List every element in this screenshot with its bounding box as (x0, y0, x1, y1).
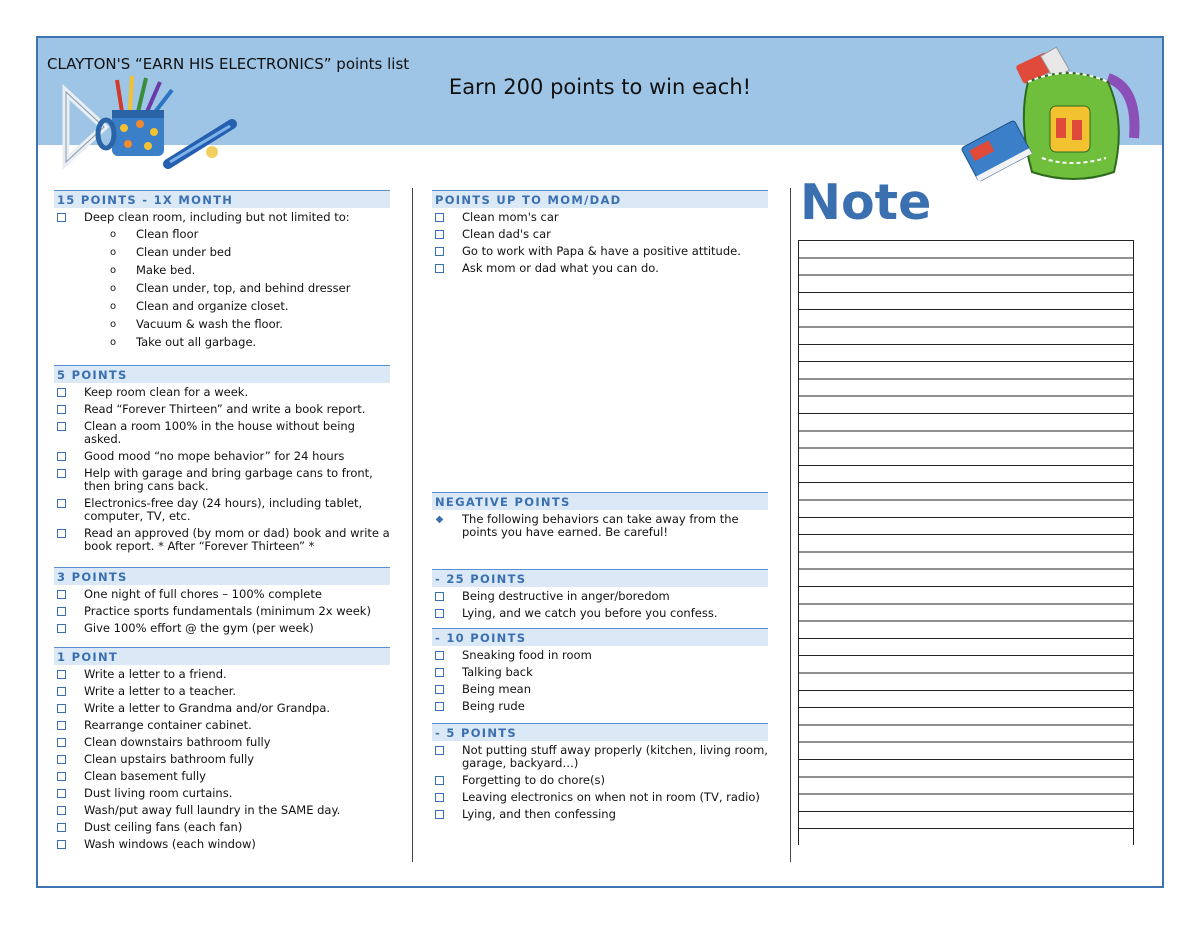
middle-column (432, 190, 768, 279)
checkbox[interactable] (57, 823, 66, 832)
list-item: Not putting stuff away properly (kitchen, living room, garage, backyard…) (432, 744, 768, 770)
checkbox[interactable] (57, 405, 66, 414)
checkbox[interactable] (57, 840, 66, 849)
note-title: Note (800, 174, 932, 231)
checkbox[interactable] (435, 230, 444, 239)
list-item: Write a letter to a teacher. (54, 685, 390, 698)
list-item: Give 100% effort @ the gym (per week) (54, 622, 390, 635)
sub-list-item: o Take out all garbage. (110, 335, 257, 349)
list-item: Wash windows (each window) (54, 838, 390, 851)
backpack-and-book-icon (958, 40, 1158, 182)
checkbox[interactable] (57, 687, 66, 696)
checkbox[interactable] (57, 422, 66, 431)
left-column (54, 190, 390, 855)
list-item: Forgetting to do chore(s) (432, 774, 768, 787)
list-item: Leaving electronics on when not in room (TV, radio) (432, 791, 768, 804)
list-item: Clean downstairs bathroom fully (54, 736, 390, 749)
list-item: Wash/put away full laundry in the SAME day. (54, 804, 390, 817)
list-item: Lying, and then confessing (432, 808, 768, 821)
checkbox[interactable] (57, 721, 66, 730)
checkbox[interactable] (57, 499, 66, 508)
list-item: Help with garage and bring garbage cans to front, then bring cans back. (54, 467, 390, 493)
section-heading-minus-25: - 25 POINTS (432, 569, 768, 587)
list-item: Go to work with Papa & have a positive attitude. (432, 245, 768, 258)
sub-list-item: o Clean under bed (110, 245, 232, 259)
list-item: Talking back (432, 666, 768, 679)
checkbox[interactable] (435, 685, 444, 694)
list-item: Deep clean room, including but not limited to: (54, 211, 390, 224)
section-heading-3-points: 3 POINTS (54, 567, 390, 585)
checkbox[interactable] (57, 755, 66, 764)
list-item: Clean a room 100% in the house without being asked. (54, 420, 390, 446)
checkbox[interactable] (57, 704, 66, 713)
checkbox[interactable] (57, 590, 66, 599)
section-heading-15-points: 15 POINTS - 1X MONTH (54, 190, 390, 208)
list-item: Keep room clean for a week. (54, 386, 390, 399)
column-divider (790, 188, 791, 862)
points-list-page (36, 36, 1164, 888)
checkbox[interactable] (435, 793, 444, 802)
checkbox[interactable] (57, 213, 66, 222)
diamond-bullet-icon: ◆ (435, 514, 444, 525)
list-item: Ask mom or dad what you can do. (432, 262, 768, 275)
checkbox[interactable] (435, 264, 444, 273)
list-item: Being rude (432, 700, 768, 713)
checkbox[interactable] (435, 668, 444, 677)
list-item: Lying, and we catch you before you confess. (432, 607, 768, 620)
section-heading-negative-points: NEGATIVE POINTS (432, 492, 768, 510)
checkbox[interactable] (57, 772, 66, 781)
checkbox[interactable] (435, 651, 444, 660)
header-title: CLAYTON'S “EARN HIS ELECTRONICS” points list (47, 55, 410, 73)
list-item: Being destructive in anger/boredom (432, 590, 768, 603)
list-item: Sneaking food in room (432, 649, 768, 662)
checkbox[interactable] (435, 746, 444, 755)
checkbox[interactable] (435, 609, 444, 618)
negative-points-note: ◆ The following behaviors can take away from the points you have earned. Be careful! (435, 512, 739, 539)
list-item: Practice sports fundamentals (minimum 2x week) (54, 605, 390, 618)
list-item: Dust ceiling fans (each fan) (54, 821, 390, 834)
section-heading-mom-dad: POINTS UP TO MOM/DAD (432, 190, 768, 208)
checkbox[interactable] (435, 247, 444, 256)
checkbox[interactable] (435, 776, 444, 785)
checkbox[interactable] (435, 810, 444, 819)
list-item: Read “Forever Thirteen” and write a book report. (54, 403, 390, 416)
checkbox[interactable] (435, 592, 444, 601)
list-item: Being mean (432, 683, 768, 696)
list-item: Clean dad's car (432, 228, 768, 241)
checkbox[interactable] (57, 789, 66, 798)
checkbox[interactable] (57, 806, 66, 815)
sub-list-item: o Clean and organize closet. (110, 299, 289, 313)
list-item: Write a letter to Grandma and/or Grandpa. (54, 702, 390, 715)
header-subtitle: Earn 200 points to win each! (448, 75, 752, 99)
list-item: One night of full chores – 100% complete (54, 588, 390, 601)
list-item: Write a letter to a friend. (54, 668, 390, 681)
list-item: Clean basement fully (54, 770, 390, 783)
sub-list-item: o Clean under, top, and behind dresser (110, 281, 351, 295)
checkbox[interactable] (57, 452, 66, 461)
negative-points-column (432, 492, 768, 825)
checkbox[interactable] (57, 624, 66, 633)
list-item: Rearrange container cabinet. (54, 719, 390, 732)
header-banner (38, 38, 1162, 145)
section-heading-minus-10: - 10 POINTS (432, 628, 768, 646)
sub-list-item: o Clean floor (110, 227, 199, 241)
checkbox[interactable] (57, 529, 66, 538)
checkbox[interactable] (57, 388, 66, 397)
checkbox[interactable] (57, 670, 66, 679)
sub-list-item: o Make bed. (110, 263, 196, 277)
list-item: Read an approved (by mom or dad) book and write a book report. * After “Forever Thirteen” * (54, 527, 390, 553)
note-lined-area[interactable] (798, 240, 1134, 845)
checkbox[interactable] (435, 702, 444, 711)
list-item: Electronics-free day (24 hours), including tablet, computer, TV, etc. (54, 497, 390, 523)
section-heading-minus-5: - 5 POINTS (432, 723, 768, 741)
list-item: Good mood “no mope behavior” for 24 hours (54, 450, 390, 463)
section-heading-1-point: 1 POINT (54, 647, 390, 665)
column-divider (412, 188, 413, 862)
list-item: Clean mom's car (432, 211, 768, 224)
section-heading-5-points: 5 POINTS (54, 365, 390, 383)
list-item: Dust living room curtains. (54, 787, 390, 800)
checkbox[interactable] (57, 469, 66, 478)
sub-list-item: o Vacuum & wash the floor. (110, 317, 283, 331)
checkbox[interactable] (57, 738, 66, 747)
list-item: Clean upstairs bathroom fully (54, 753, 390, 766)
checkbox[interactable] (435, 213, 444, 222)
checkbox[interactable] (57, 607, 66, 616)
